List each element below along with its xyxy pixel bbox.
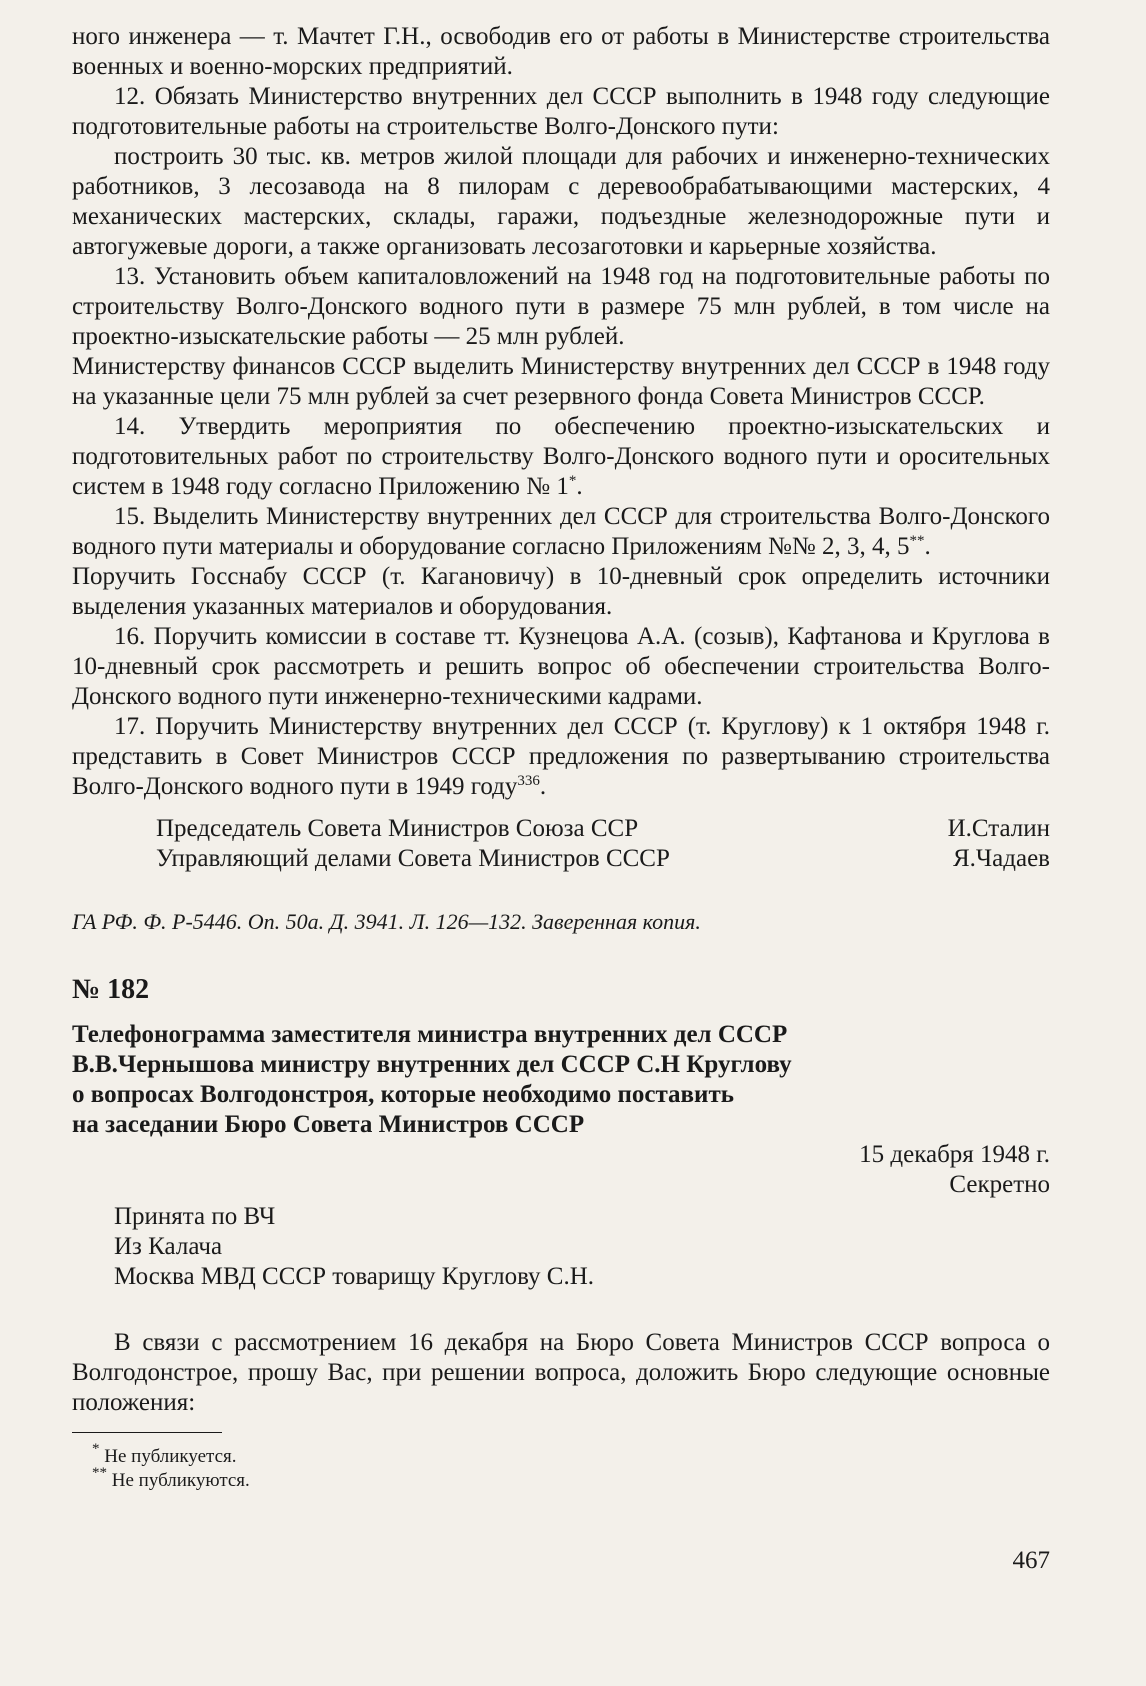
classification-mark: Секретно (949, 1171, 1050, 1198)
item-12: 12. Обязать Министерство внутренних дел СССР выполнить в 1948 году следующие подготовительные работы на строительстве Волго-Донского пути: (72, 83, 1050, 140)
footnote-ref: * (568, 473, 577, 489)
footnote: ** Не публикуются. (92, 1465, 250, 1491)
document-date: 15 декабря 1948 г. (859, 1141, 1050, 1168)
telephonogram-intro: В связи с рассмотрением 16 декабря на Бюро Совета Министров СССР вопроса о Волгодонстрое, прошу Вас, при решении вопроса, доложить Бюро следующие основные положения: (72, 1329, 1050, 1416)
document-number: № 182 (72, 974, 150, 1005)
decree-text (72, 22, 1050, 802)
signatory-name: Я.Чадаев (953, 845, 1050, 872)
endnote-ref: 336 (517, 773, 540, 789)
item-12-details: построить 30 тыс. кв. метров жилой площади для рабочих и инженерно-технических работников, 3 лесозавода на 8 пилорам с деревообрабатывающими мастерских, 4 механических мастерских, склады, гаражи, подъездные железнодорожные пути и автогужевые дороги, а также организовать лесозаготовки и карьерные хозяйства. (72, 143, 1050, 260)
item-15: 15. Выделить Министерству внутренних дел СССР для строительства Волго-Донского водного пути материалы и оборудование согласно Приложениям №№ 2, 3, 4, 5**. (72, 503, 1050, 560)
document-title: Телефонограмма заместителя министра внутренних дел СССР В.В.Чернышова министру внутренних дел СССР С.Н Круглову о вопросах Волгодонстроя, которые необходимо поставить на заседании Бюро Совета Министров СССР (72, 1021, 792, 1138)
signature-row (156, 814, 1050, 844)
signatory-role: Председатель Совета Министров Союза ССР (156, 815, 639, 842)
archive-source: ГА РФ. Ф. Р-5446. Оп. 50а. Д. 3941. Л. 126—132. Заверенная копия. (72, 909, 701, 934)
reception-block: Принята по ВЧ Из Калача Москва МВД СССР товарищу Круглову С.Н. (114, 1203, 595, 1290)
page-number: 467 (1012, 1547, 1050, 1574)
item-15-gossnab: Поручить Госснабу СССР (т. Кагановичу) в 10-дневный срок определить источники выделения указанных материалов и оборудования. (72, 563, 1050, 620)
signatory-name: И.Сталин (947, 815, 1050, 842)
signature-block (72, 814, 1050, 874)
footnote-divider (72, 1432, 222, 1433)
footnotes (72, 1441, 1050, 1493)
item-14: 14. Утвердить мероприятия по обеспечению проектно-изыскательских и подготовительных работ по строительству Волго-Донского водного пути и оросительных систем в 1948 году согласно Приложению № 1*. (72, 413, 1050, 500)
footnote-ref: ** (909, 533, 925, 549)
item-16: 16. Поручить комиссии в составе тт. Кузнецова А.А. (созыв), Кафтанова и Круглова в 10-дневный срок рассмотреть и решить вопрос об обеспечении строительства Волго-Донского водного пути инженерно-техническими кадрами. (72, 623, 1050, 710)
continuation-paragraph: ного инженера — т. Мачтет Г.Н., освободив его от работы в Министерстве строительства военных и военно-морских предприятий. (72, 23, 1050, 80)
item-13-finance: Министерству финансов СССР выделить Министерству внутренних дел СССР в 1948 году на указанные цели 75 млн рублей за счет резервного фонда Совета Министров СССР. (72, 353, 1050, 410)
item-17: 17. Поручить Министерству внутренних дел СССР (т. Круглову) к 1 октября 1948 г. представить в Совет Министров СССР предложения по развертыванию строительства Волго-Донского водного пути в 1949 году$^{336}$. (72, 713, 1050, 800)
signatory-role: Управляющий делами Совета Министров СССР (156, 845, 670, 872)
footnote: * Не публикуется. (92, 1441, 237, 1467)
item-13: 13. Установить объем капиталовложений на 1948 год на подготовительные работы по строительству Волго-Донского водного пути в размере 75 млн рублей, в том числе на проектно-изыскательские работы — 25 млн рублей. (72, 263, 1050, 350)
signature-row (156, 844, 1050, 874)
